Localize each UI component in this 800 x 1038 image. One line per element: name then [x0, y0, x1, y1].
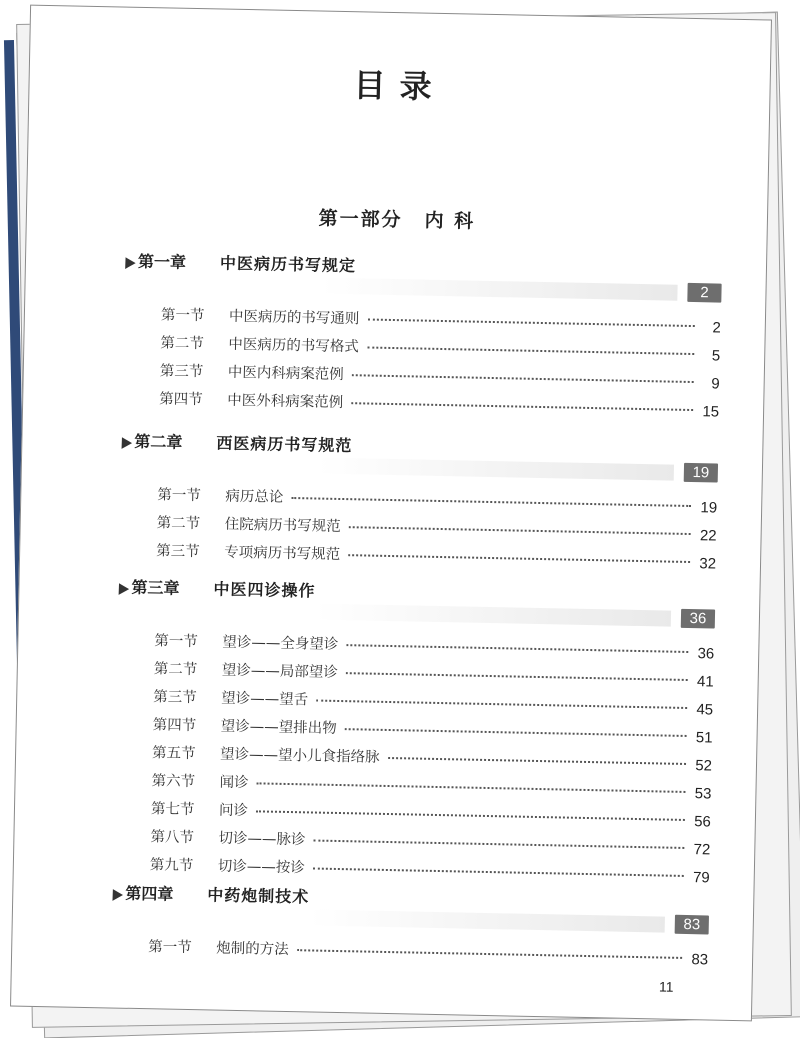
section-number: 第二节 — [156, 515, 201, 533]
chapter-heading-band — [315, 603, 671, 626]
section-number: 第五节 — [151, 745, 196, 763]
section-number: 第四节 — [152, 717, 197, 735]
section-page-number: 52 — [695, 757, 713, 775]
section-title: 炮制的方法 — [216, 940, 289, 959]
chapter-page-badge: 36 — [681, 609, 715, 629]
chapter-heading-band — [309, 909, 665, 932]
section-title: 中医病历的书写通则 — [228, 308, 360, 328]
section-page-number: 79 — [692, 869, 710, 887]
chapter — [108, 879, 709, 971]
dot-leader — [345, 726, 687, 737]
dot-leader — [368, 316, 695, 327]
part-name: 内 科 — [424, 209, 476, 233]
chapter-title: 西医病历书写规范 — [216, 433, 353, 456]
section-title: 切诊——脉诊 — [218, 830, 306, 849]
chapter-title: 中药炮制技术 — [207, 885, 310, 907]
section-title: 问诊 — [218, 802, 249, 820]
triangle-marker-icon — [120, 254, 135, 269]
chapter-heading-band — [318, 458, 674, 481]
section-number: 第四节 — [159, 391, 203, 409]
section-page-number: 36 — [697, 645, 715, 663]
dot-leader — [367, 344, 694, 355]
chapter — [119, 248, 722, 424]
section-title: 望诊——望舌 — [221, 690, 309, 709]
chapter-page-badge: 2 — [687, 283, 721, 303]
section-list — [119, 300, 721, 424]
section-number: 第七节 — [150, 801, 195, 819]
dot-leader — [351, 400, 693, 411]
section-page-number: 15 — [702, 403, 720, 421]
page-number: 11 — [658, 978, 674, 995]
chapter-page-badge: 19 — [684, 463, 718, 483]
dot-leader — [257, 780, 686, 793]
section-list — [116, 480, 718, 576]
dot-leader — [297, 947, 682, 959]
section-title: 望诊——局部望诊 — [221, 662, 338, 681]
dot-leader — [313, 866, 684, 877]
section-number: 第二节 — [160, 335, 205, 353]
section-page-number: 32 — [699, 555, 717, 573]
section-page-number: 41 — [696, 673, 714, 691]
toc-entry[interactable] — [108, 931, 708, 971]
chapter-page-badge: 83 — [675, 915, 709, 935]
section-number: 第一节 — [160, 307, 205, 325]
section-page-number: 83 — [691, 951, 709, 969]
triangle-marker-icon — [108, 886, 123, 901]
section-title: 望诊——望小儿食指络脉 — [219, 746, 380, 766]
section-page-number: 2 — [712, 319, 721, 337]
section-page-number: 22 — [699, 527, 717, 545]
dot-leader — [388, 755, 686, 765]
part-title — [27, 198, 767, 240]
chapter-title: 中医病历书写规定 — [219, 253, 357, 276]
dot-leader — [346, 642, 688, 653]
dot-leader — [346, 670, 688, 681]
section-number: 第三节 — [159, 363, 204, 381]
section-page-number: 72 — [693, 841, 711, 859]
section-title: 闻诊 — [219, 774, 249, 792]
chapter-number: 第一章 — [137, 251, 187, 272]
section-page-number: 9 — [711, 375, 720, 393]
triangle-marker-icon — [114, 580, 129, 595]
section-number: 第一节 — [157, 487, 201, 505]
section-title: 中医外科病案范例 — [227, 392, 344, 412]
dot-leader — [348, 552, 690, 563]
dot-leader — [349, 524, 691, 535]
chapter-number: 第二章 — [134, 431, 183, 452]
section-page-number: 45 — [696, 701, 714, 719]
section-title: 望诊——望排出物 — [220, 718, 337, 737]
section-list — [108, 931, 708, 971]
dot-leader — [291, 495, 691, 507]
chapter-title: 中医四诊操作 — [213, 579, 316, 601]
section-page-number: 56 — [694, 813, 712, 831]
chapter-heading[interactable] — [115, 573, 715, 628]
section-number: 第六节 — [151, 773, 196, 791]
section-list — [110, 625, 715, 889]
section-title: 专项病历书写规范 — [224, 544, 341, 563]
section-title: 病历总论 — [225, 488, 284, 506]
page-title: 目录 — [353, 66, 446, 107]
chapter-heading[interactable] — [122, 248, 722, 302]
section-number: 第九节 — [149, 857, 194, 875]
toc-page — [10, 5, 772, 1022]
section-number: 第一节 — [154, 633, 199, 651]
chapter — [116, 428, 719, 576]
dot-leader — [256, 808, 685, 821]
chapter-number: 第四章 — [125, 883, 174, 904]
section-title: 切诊——按诊 — [217, 858, 306, 877]
section-number: 第三节 — [156, 543, 200, 561]
section-title: 望诊——全身望诊 — [222, 634, 339, 653]
section-title: 中医内科病案范例 — [227, 364, 344, 384]
section-number: 第八节 — [150, 829, 195, 847]
section-page-number: 51 — [695, 729, 713, 747]
chapter-heading-band — [321, 278, 677, 301]
dot-leader — [313, 838, 684, 849]
section-number: 第二节 — [153, 661, 198, 679]
part-number: 第一部分 — [318, 207, 403, 232]
section-number: 第三节 — [153, 689, 197, 707]
section-page-number: 5 — [711, 347, 721, 365]
section-page-number: 53 — [694, 785, 712, 803]
section-title: 中医病历的书写格式 — [228, 336, 359, 356]
chapter-number: 第三章 — [131, 577, 180, 598]
section-title: 住院病历书写规范 — [224, 516, 341, 535]
triangle-marker-icon — [117, 434, 132, 449]
section-number: 第一节 — [148, 939, 192, 957]
dot-leader — [352, 372, 694, 383]
dot-leader — [316, 698, 687, 709]
chapter — [110, 573, 716, 889]
section-page-number: 19 — [700, 499, 718, 517]
chapter-heading[interactable] — [118, 428, 718, 482]
